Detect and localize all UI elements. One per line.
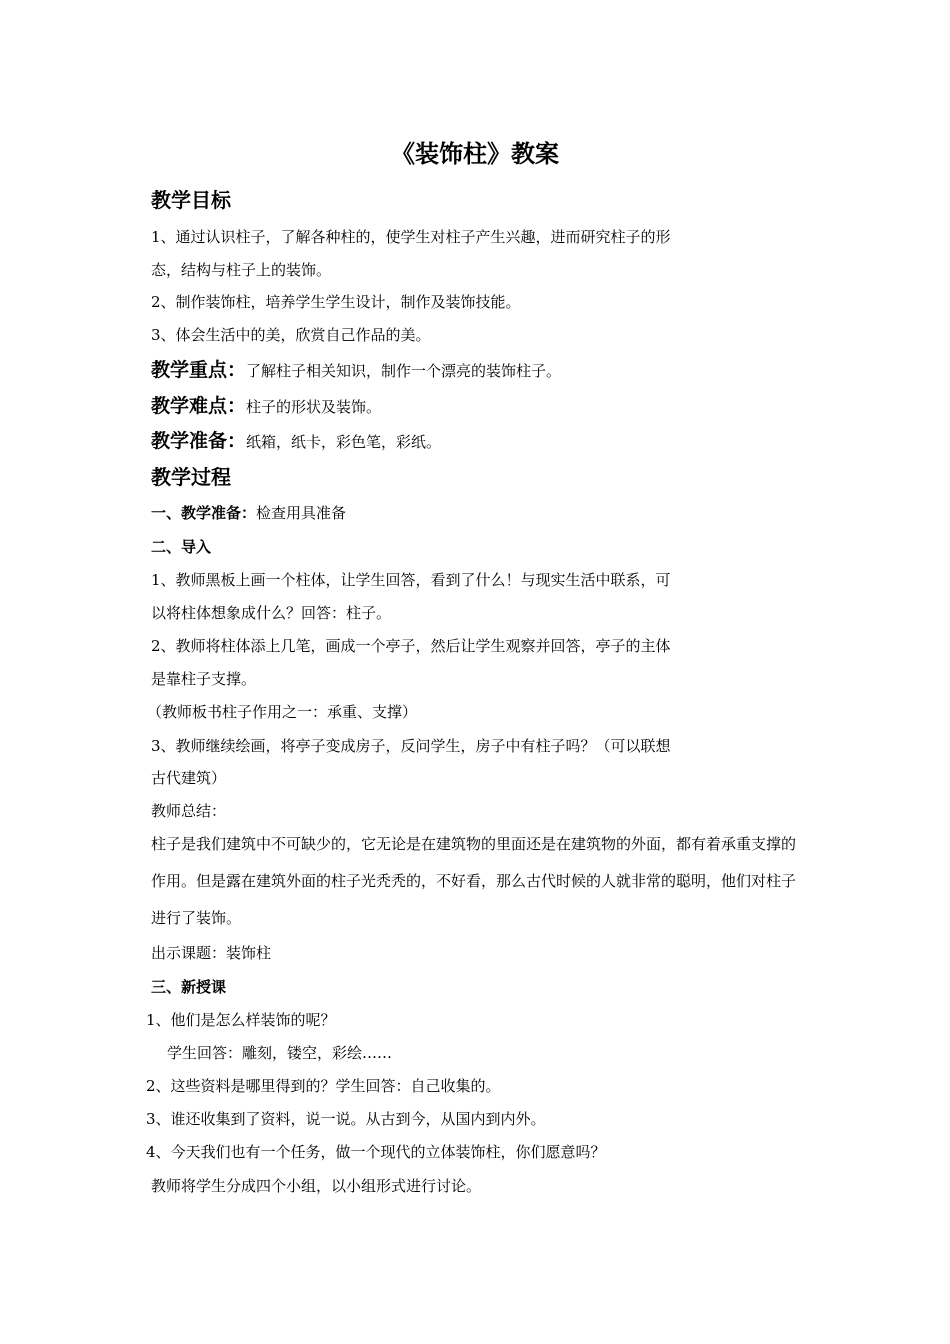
goal-line: 1、通过认识柱子，了解各种柱的，使学生对柱子产生兴趣，进而研究柱子的形: [151, 228, 671, 246]
section3-label: 三、新授课: [151, 978, 227, 996]
section2-label: 二、导入: [151, 538, 212, 556]
difficulties: [151, 393, 381, 420]
document-title: 《装饰柱》教案: [391, 140, 559, 168]
section1: [151, 503, 346, 523]
goal-line: 2、制作装饰柱，培养学生学生设计，制作及装饰技能。: [151, 293, 521, 311]
key-points-text: 了解柱子相关知识，制作一个漂亮的装饰柱子。: [246, 362, 562, 380]
difficulties-label: 教学难点：: [151, 395, 247, 417]
key-points: [151, 357, 561, 384]
preparation-label: 教学准备：: [151, 430, 247, 452]
section3-line: 1、他们是怎么样装饰的呢？: [146, 1011, 336, 1029]
section3-line: 3、谁还收集到了资料，说一说。从古到今，从国内到内外。: [146, 1110, 546, 1128]
section2-line: 2、教师将柱体添上几笔，画成一个亭子，然后让学生观察并回答，亭子的主体: [151, 637, 671, 655]
goal-line: 3、体会生活中的美，欣赏自己作品的美。: [151, 326, 431, 344]
section3-line: 4、今天我们也有一个任务，做一个现代的立体装饰柱，你们愿意吗？: [146, 1143, 606, 1161]
section3-line: 学生回答：雕刻，镂空，彩绘……: [167, 1044, 393, 1062]
section2-line: 1、教师黑板上画一个柱体，让学生回答，看到了什么！与现实生活中联系，可: [151, 571, 671, 589]
section1-text: 检查用具准备: [256, 504, 347, 522]
difficulties-text: 柱子的形状及装饰。: [246, 398, 382, 416]
process-heading: 教学过程: [151, 465, 231, 489]
section1-label: 一、教学准备：: [151, 504, 257, 522]
section2-line: 以将柱体想象成什么？回答：柱子。: [151, 604, 392, 622]
section2-line: 教师总结：: [151, 802, 227, 820]
section2-line: 古代建筑）: [151, 769, 227, 787]
key-points-label: 教学重点：: [151, 359, 247, 381]
goals-heading: 教学目标: [151, 188, 231, 212]
section3-line: 2、这些资料是哪里得到的？学生回答：自己收集的。: [146, 1077, 501, 1095]
section3-line: 教师将学生分成四个小组，以小组形式进行讨论。: [151, 1177, 482, 1195]
section2-line: 是靠柱子支撑。: [151, 670, 257, 688]
preparation-text: 纸箱，纸卡，彩色笔，彩纸。: [246, 433, 442, 451]
preparation: [151, 428, 441, 455]
summary-paragraph: 柱子是我们建筑中不可缺少的，它无论是在建筑物的里面还是在建筑物的外面，都有着承重支撑的作用。但是露在建筑外面的柱子光秃秃的，不好看，那么古代时候的人就非常的聪明，他们对柱子进行了装饰。: [151, 835, 797, 927]
goal-line: 态，结构与柱子上的装饰。: [151, 261, 332, 279]
section2-line: 3、教师继续绘画，将亭子变成房子，反问学生，房子中有柱子吗？（可以联想: [151, 737, 671, 755]
topic-line: 出示课题：装饰柱: [151, 944, 272, 962]
section2-line: （教师板书柱子作用之一：承重、支撑）: [147, 703, 418, 721]
